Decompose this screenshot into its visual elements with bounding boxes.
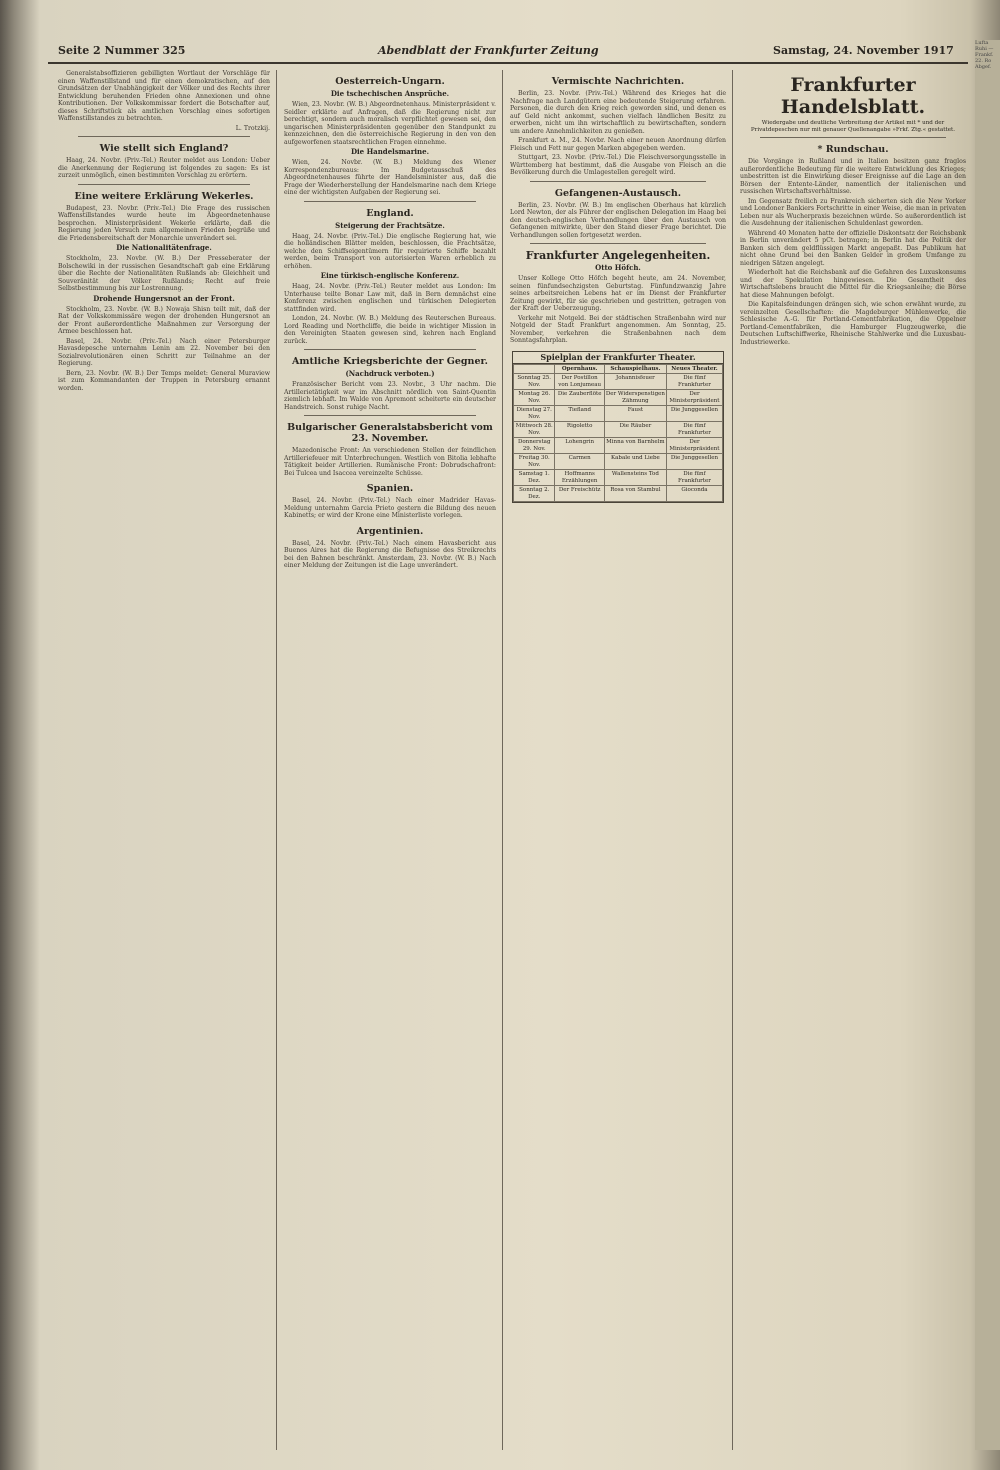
article-text: Wiederholt hat die Reichsbank auf die Gefahren des Luxuskonsums und der Spekulation hingewiesen. Die Gesamtheit des Wirtschaftslebens braucht die Mittel für die Kriegsanleihe; die Börse hat diese Mahnungen befolgt. [740, 269, 966, 299]
table-cell: Die fünf Frankfurter [666, 374, 722, 390]
article-text: Während 40 Monaten hatte der offizielle Diskontsatz der Reichsbank in Berlin unverändert 5 pCt. betragen; in Berlin hat die Politik der Banken sich dem geldflüssigen Markt angepaßt. Das Publikum hat nicht ohne Grund bei den Banken Gelder in großem Umfange zu niedrigen Sätzen angelegt. [740, 229, 966, 267]
subheadline: Drohende Hungersnot an der Front. [93, 293, 235, 303]
divider [304, 349, 476, 350]
divider [78, 136, 250, 137]
theater-schedule-title: Spielplan der Frankfurter Theater. [513, 352, 723, 364]
table-row [514, 422, 723, 438]
article-text: Wien, 23. Novbr. (W. B.) Abgeordnetenhaus. Ministerpräsident v. Seidler erklärte auf Anfragen, daß die Regierung nicht zur berechtigt, sondern auch moralisch verpflichtet gewesen sei, den ungarischen Ministerpräsidenten gegenüber den Standpunkt zu kennzeichnen, den die österreichische Regierung in den von den aufgeworfenen staatsrechtlichen Fragen einnehme. [284, 101, 496, 146]
divider [530, 181, 706, 182]
table-cell: Die Junggesellen [666, 454, 722, 470]
running-head [48, 40, 968, 64]
divider [78, 184, 250, 185]
article-text: Generalstabsoffizieren gebilligten Wortlaut der Vorschläge für einen Waffenstillstand und für einen demokratischen, auf den Grundsätzen der Unabhängigkeit der Völker und des Rechts ihrer Entwicklung beruhenden Frieden ohne Annexionen und ohne Kontributionen. Der Volkskommissar fordert die Botschafter auf, dieses Schriftstück als amtlichen Vorschlag eines sofortigen Waffenstillstandes zu betrachten. [58, 70, 270, 122]
subheadline: Eine türkisch-englische Konferenz. [320, 271, 460, 280]
table-cell: Carmen [555, 454, 604, 470]
column-rule [502, 70, 503, 1450]
article-text: Unser Kollege Otto Höfch begeht heute, am 24. November, seinen fünfundsechzigsten Geburtstag. Fünfundzwanzig Jahre seines arbeitsreichen Lebens hat er im Dienst der Frankfurter Zeitung gewirkt, für sie geschrieben und gestritten, getragen von der Kraft der Ueberzeugung. [510, 275, 726, 312]
headline: Vermischte Nachrichten. [551, 76, 685, 87]
table-cell: Kabale und Liebe [604, 454, 666, 470]
headline: Bulgarischer Generalstabsbericht vom 23. November. [287, 422, 493, 444]
table-cell: Lohengrin [555, 438, 604, 454]
subheadline: (Nachdruck verboten.) [345, 369, 435, 378]
headline: Amtliche Kriegsberichte der Gegner. [292, 356, 488, 367]
newspaper-sheet [48, 40, 968, 1458]
table-cell: Die Zauberflöte [555, 390, 604, 406]
headline: * Rundschau. [817, 144, 889, 155]
table-cell: Donnerstag 29. Nov. [514, 438, 555, 454]
article-text: Budapest, 23. Novbr. (Priv.-Tel.) Die Frage des russischen Waffenstillstandes wurde heute im Abgeordnetenhause besprochen. Ministerpräsident Wekerle erklärte, daß die Regierung jeden Versuch zum allgemeinen Frieden begrüße und die Friedensbereitschaft der Monarchie unverändert sei. [58, 204, 270, 242]
table-row [514, 470, 723, 486]
article-text: Basel, 24. Novbr. (Priv.-Tel.) Nach einem Havasbericht aus Buenos Aires hat die Regierung die Befugnisse des Streikrechts bei den Bahnen beschränkt. Amsterdam, 23. Novbr. (W. B.) Nach einer Meldung der Zeitungen ist die Lage unverändert. [284, 539, 496, 569]
article-text: Die Kapitalsfeindungen drängen sich, wie schon erwähnt wurde, zu vereinzelten Gesellschaften: die Magdeburger Mühlenwerke, die Schlesische A.-G. für Portland-Cementfabrikation, die Oppelner Portland-Cementfabriken, die Hamburger Flugzeugwerke, die Deutschen Luftschiffwerke, Rheinische Stahlwerke und die Luxusbau-Industriewerke. [740, 301, 966, 346]
divider [304, 415, 476, 416]
subheadline: Die Handelsmarine. [350, 147, 430, 156]
table-cell: Montag 26. Nov. [514, 390, 555, 406]
article-text: Die Vorgänge in Rußland und in Italien besitzen ganz fraglos außerordentliche Bedeutung für die weitere Entwicklung des Krieges; unbestritten ist die Einwirkung dieser Ereignisse auf die Lage an den Börsen der Entente-Länder, namentlich der italienischen und russischen Wirtschaftsverhältnisse. [740, 158, 966, 195]
headline: Spanien. [366, 483, 414, 494]
table-header-cell: Opernhaus. [555, 364, 604, 374]
table-cell: Der Widerspenstigen Zähmung [605, 391, 665, 404]
article-text: Französischer Bericht vom 23. Novbr., 3 Uhr nachm. Die Artillerietätigkeit war im Abschnitt nördlich von Saint-Quentin ziemlich lebhaft. Im Walde von Apremont scheiterte ein deutscher Handstreich. Sonst ruhige Nacht. [284, 381, 496, 411]
column-rule [732, 70, 733, 1450]
theater-schedule [512, 351, 724, 504]
headline: Argentinien. [356, 525, 424, 537]
table-cell: Gioconda [666, 486, 722, 502]
article-text: Basel, 24. Novbr. (Priv.-Tel.) Nach einer Petersburger Havasdepesche unternahm Lenin am 22. November bei den Sozialrevolutionären einen Schritt zur Teilnahme an der Regierung. [58, 337, 270, 367]
table-cell: Die fünf Frankfurter [666, 422, 722, 438]
column-rule [276, 70, 277, 1450]
table-cell: Der Ministerpräsident [666, 438, 722, 454]
table-cell: Wallensteins Tod [604, 470, 666, 486]
signature: L. Trotzkij. [235, 124, 270, 132]
article-text: London, 24. Novbr. (W. B.) Meldung des Reuterschen Bureaus. Lord Reading und Northcliffe, die beide in wichtiger Mission in den Vereinigten Staaten gewesen sind, kehren nach England zurück. [284, 315, 496, 345]
subheadline: Die tschechischen Ansprüche. [330, 89, 450, 98]
table-header-row [514, 364, 723, 374]
publication-date: Samstag, 24. November 1917 [773, 44, 954, 57]
table-row [514, 374, 723, 390]
masthead-note: Wiedergabe und deutliche Verbreitung der Artikel mit * und der Privatdepeschen nur mit genauer Quellenangabe »Frkf. Ztg.« gestattet. [750, 120, 956, 133]
column-1 [58, 70, 270, 1450]
page-number: Seite 2 Nummer 325 [58, 44, 186, 57]
headline: Gefangenen-Austausch. [554, 187, 682, 199]
table-cell: Johannisfeuer [604, 374, 666, 390]
theater-table [513, 364, 723, 503]
article-text: Stockholm, 23. Novbr. (W. B.) Nowaja Shisn teilt mit, daß der Rat der Volkskommissäre wegen der drohenden Hungersnot an der Front außerordentliche Maßnahmen zur Versorgung der Armee beschlossen hat. [58, 305, 270, 335]
table-row [514, 406, 723, 422]
headline: Wie stellt sich England? [99, 143, 229, 154]
article-text: Basel, 24. Novbr. (Priv.-Tel.) Nach einer Madrider Havas-Meldung unternahm Garcia Prieto gestern die Bildung des neuen Kabinetts; er wird der Krone eine Ministerliste vorlegen. [284, 497, 496, 519]
subheadline: Steigerung der Frachtsätze. [335, 220, 445, 230]
article-text: Berlin, 23. Novbr. (Priv.-Tel.) Während des Krieges hat die Nachfrage nach Landgütern eine bedeutende Steigerung erfahren. Personen, die durch den Krieg reich geworden sind, und denen es auf Geld nicht ankommt, suchen vielfach ländlichen Besitz zu erwerben, nicht um ihn wirtschaftlich zu bewirtschaften, sondern um andere Annehmlichkeiten zu genießen. [510, 90, 726, 135]
headline: Oesterreich-Ungarn. [335, 76, 445, 87]
article-text: Mazedonische Front: An verschiedenen Stellen der feindlichen Artilleriefeuer mit Unterbrechungen. Westlich von Bitolia lebhafte Tätigkeit beider Artillerien. Rumänische Front: Dobrudschafront: Bei Tulcea und Isaccea vereinzelte Schüsse. [284, 447, 496, 477]
table-row [514, 486, 723, 502]
article-text: Wien, 24. Novbr. (W. B.) Meldung des Wiener Korrespondenzbureaus: Im Budgetausschuß des Abgeordnetenhauses führte der Handelsminister aus, daß die Frage der Wiederherstellung der Handelsmarine nach dem Kriege eine der wichtigsten Aufgaben der Regierung sei. [284, 159, 496, 196]
table-cell: Der Postillon von Lonjumeau [555, 374, 604, 390]
divider [760, 137, 946, 138]
table-cell: Mittwoch 28. Nov. [514, 422, 555, 438]
article-text: Stuttgart, 23. Novbr. (Priv.-Tel.) Die Fleischversorgungsstelle in Württemberg hat bestimmt, daß die Ausgabe von Fleisch an die Bevölkerung durch die Umlagestellen geregelt wird. [510, 154, 726, 176]
table-header-cell [514, 364, 555, 374]
headline: Eine weitere Erklärung Wekerles. [74, 190, 254, 202]
table-body [514, 374, 723, 502]
table-row [514, 454, 723, 470]
divider [530, 243, 706, 244]
article-text: Bern, 23. Novbr. (W. B.) Der Temps meldet: General Muraview ist zum Kommandanten der Truppen in Petersburg ernannt worden. [58, 369, 270, 392]
table-cell: Sonntag 25. Nov. [514, 374, 555, 390]
table-cell: Die fünf Frankfurter [666, 470, 722, 486]
table-cell: Rigoletto [555, 422, 604, 438]
subheadline: Otto Höfch. [595, 263, 641, 272]
article-text: Im Gegensatz freilich zu Frankreich sicherten sich die New Yorker und Londoner Bankiers Fortschritte in einer Weise, die man in privaten Leben nur als Wucherpraxis bezeichnen würde. So außerordentlich ist die Ausdehnung der italienischen Schuldenlast geworden. [740, 197, 966, 227]
table-cell: Minna von Barnhelm [604, 438, 666, 454]
headline: Frankfurter Angelegenheiten. [525, 249, 711, 262]
column-2 [284, 70, 496, 1450]
handelsblatt-masthead: Frankfurter Handelsblatt. [780, 74, 926, 118]
table-cell: Faust [604, 406, 666, 422]
table-cell: Hoffmanns Erzählungen [555, 470, 604, 486]
table-header-cell: Schauspielhaus. [604, 364, 666, 374]
article-text: Haag, 24. Novbr. (Priv.-Tel.) Reuter meldet aus London: Ueber die Anerkennung der Regierung ist folgendes zu sagen: Es ist zurzeit unmöglich, einen bestimmten Vorschlag zu erörtern. [58, 157, 270, 179]
table-cell: Samstag 1. Dez. [514, 470, 555, 486]
table-cell: Der Freischütz [555, 486, 604, 502]
article-text: Stockholm, 23. Novbr. (W. B.) Der Presseberater der Bolschewiki in der russischen Gesandtschaft gab eine Erklärung über die Rechte der Nationalitäten Rußlands ab: Gleichheit und Souveränität der Völker Rußlands; Recht auf freie Selbstbestimmung bis zur Lostrennung. [58, 255, 270, 292]
subheadline: Die Nationalitätenfrage. [116, 243, 212, 252]
table-cell: Freitag 30. Nov. [514, 454, 555, 470]
table-cell: Die Junggesellen [666, 406, 722, 422]
table-cell: Sonntag 2. Dez. [514, 486, 555, 502]
headline: England. [366, 207, 414, 219]
table-cell: Rosa von Stambul [604, 486, 666, 502]
table-header-cell: Neues Theater. [666, 364, 722, 374]
publication-title: Abendblatt der Frankfurter Zeitung [378, 44, 599, 57]
table-cell: Die Räuber [604, 422, 666, 438]
divider [304, 201, 476, 202]
table-cell: Tiefland [555, 406, 604, 422]
column-3 [510, 70, 726, 1450]
table-cell: Dienstag 27. Nov. [514, 406, 555, 422]
article-text: Verkehr mit Notgeld. Bei der städtischen Straßenbahn wird nur Notgeld der Stadt Frankfurt angenommen. Am Sonntag, 25. November, verkehren die Straßenbahnen nach dem Sonntagsfahrplan. [510, 314, 726, 344]
article-text: Frankfurt a. M., 24. Novbr. Nach einer neuen Anordnung dürfen Fleisch und Fett nur gegen Marken abgegeben werden. [510, 137, 726, 152]
article-text: Haag, 24. Novbr. (Priv.-Tel.) Reuter meldet aus London: Im Unterhause teilte Bonar Law mit, daß in Bern demnächst eine Konferenz zwischen englischen und türkischen Delegierten stattfinden wird. [284, 283, 496, 313]
adjacent-page-text: Lufta Ruhi — Frankf. 22. Ro Abgef. [975, 40, 994, 70]
table-row [514, 438, 723, 454]
table-cell: Der Ministerpräsident [666, 390, 722, 406]
column-4 [740, 70, 966, 1450]
article-text: Berlin, 23. Novbr. (W. B.) Im englischen Oberhaus hat kürzlich Lord Newton, der als Führer der englischen Delegation im Haag bei den deutsch-englischen Verhandlungen über den Austausch von Gefangenen mitwirkte, über den Stand dieser Frage berichtet. Die Verhandlungen sollen fortgesetzt werden. [510, 201, 726, 239]
table-row [514, 390, 723, 406]
adjacent-page-edge [975, 40, 1000, 1450]
article-text: Haag, 24. Novbr. (Priv.-Tel.) Die englische Regierung hat, wie die holländischen Blätter melden, beschlossen, die Frachtsätze, welche den Schiffseigentümern für requirierte Schiffe bezahlt werden, beim Transport von autorisierten Waren erheblich zu erhöhen. [284, 232, 496, 270]
